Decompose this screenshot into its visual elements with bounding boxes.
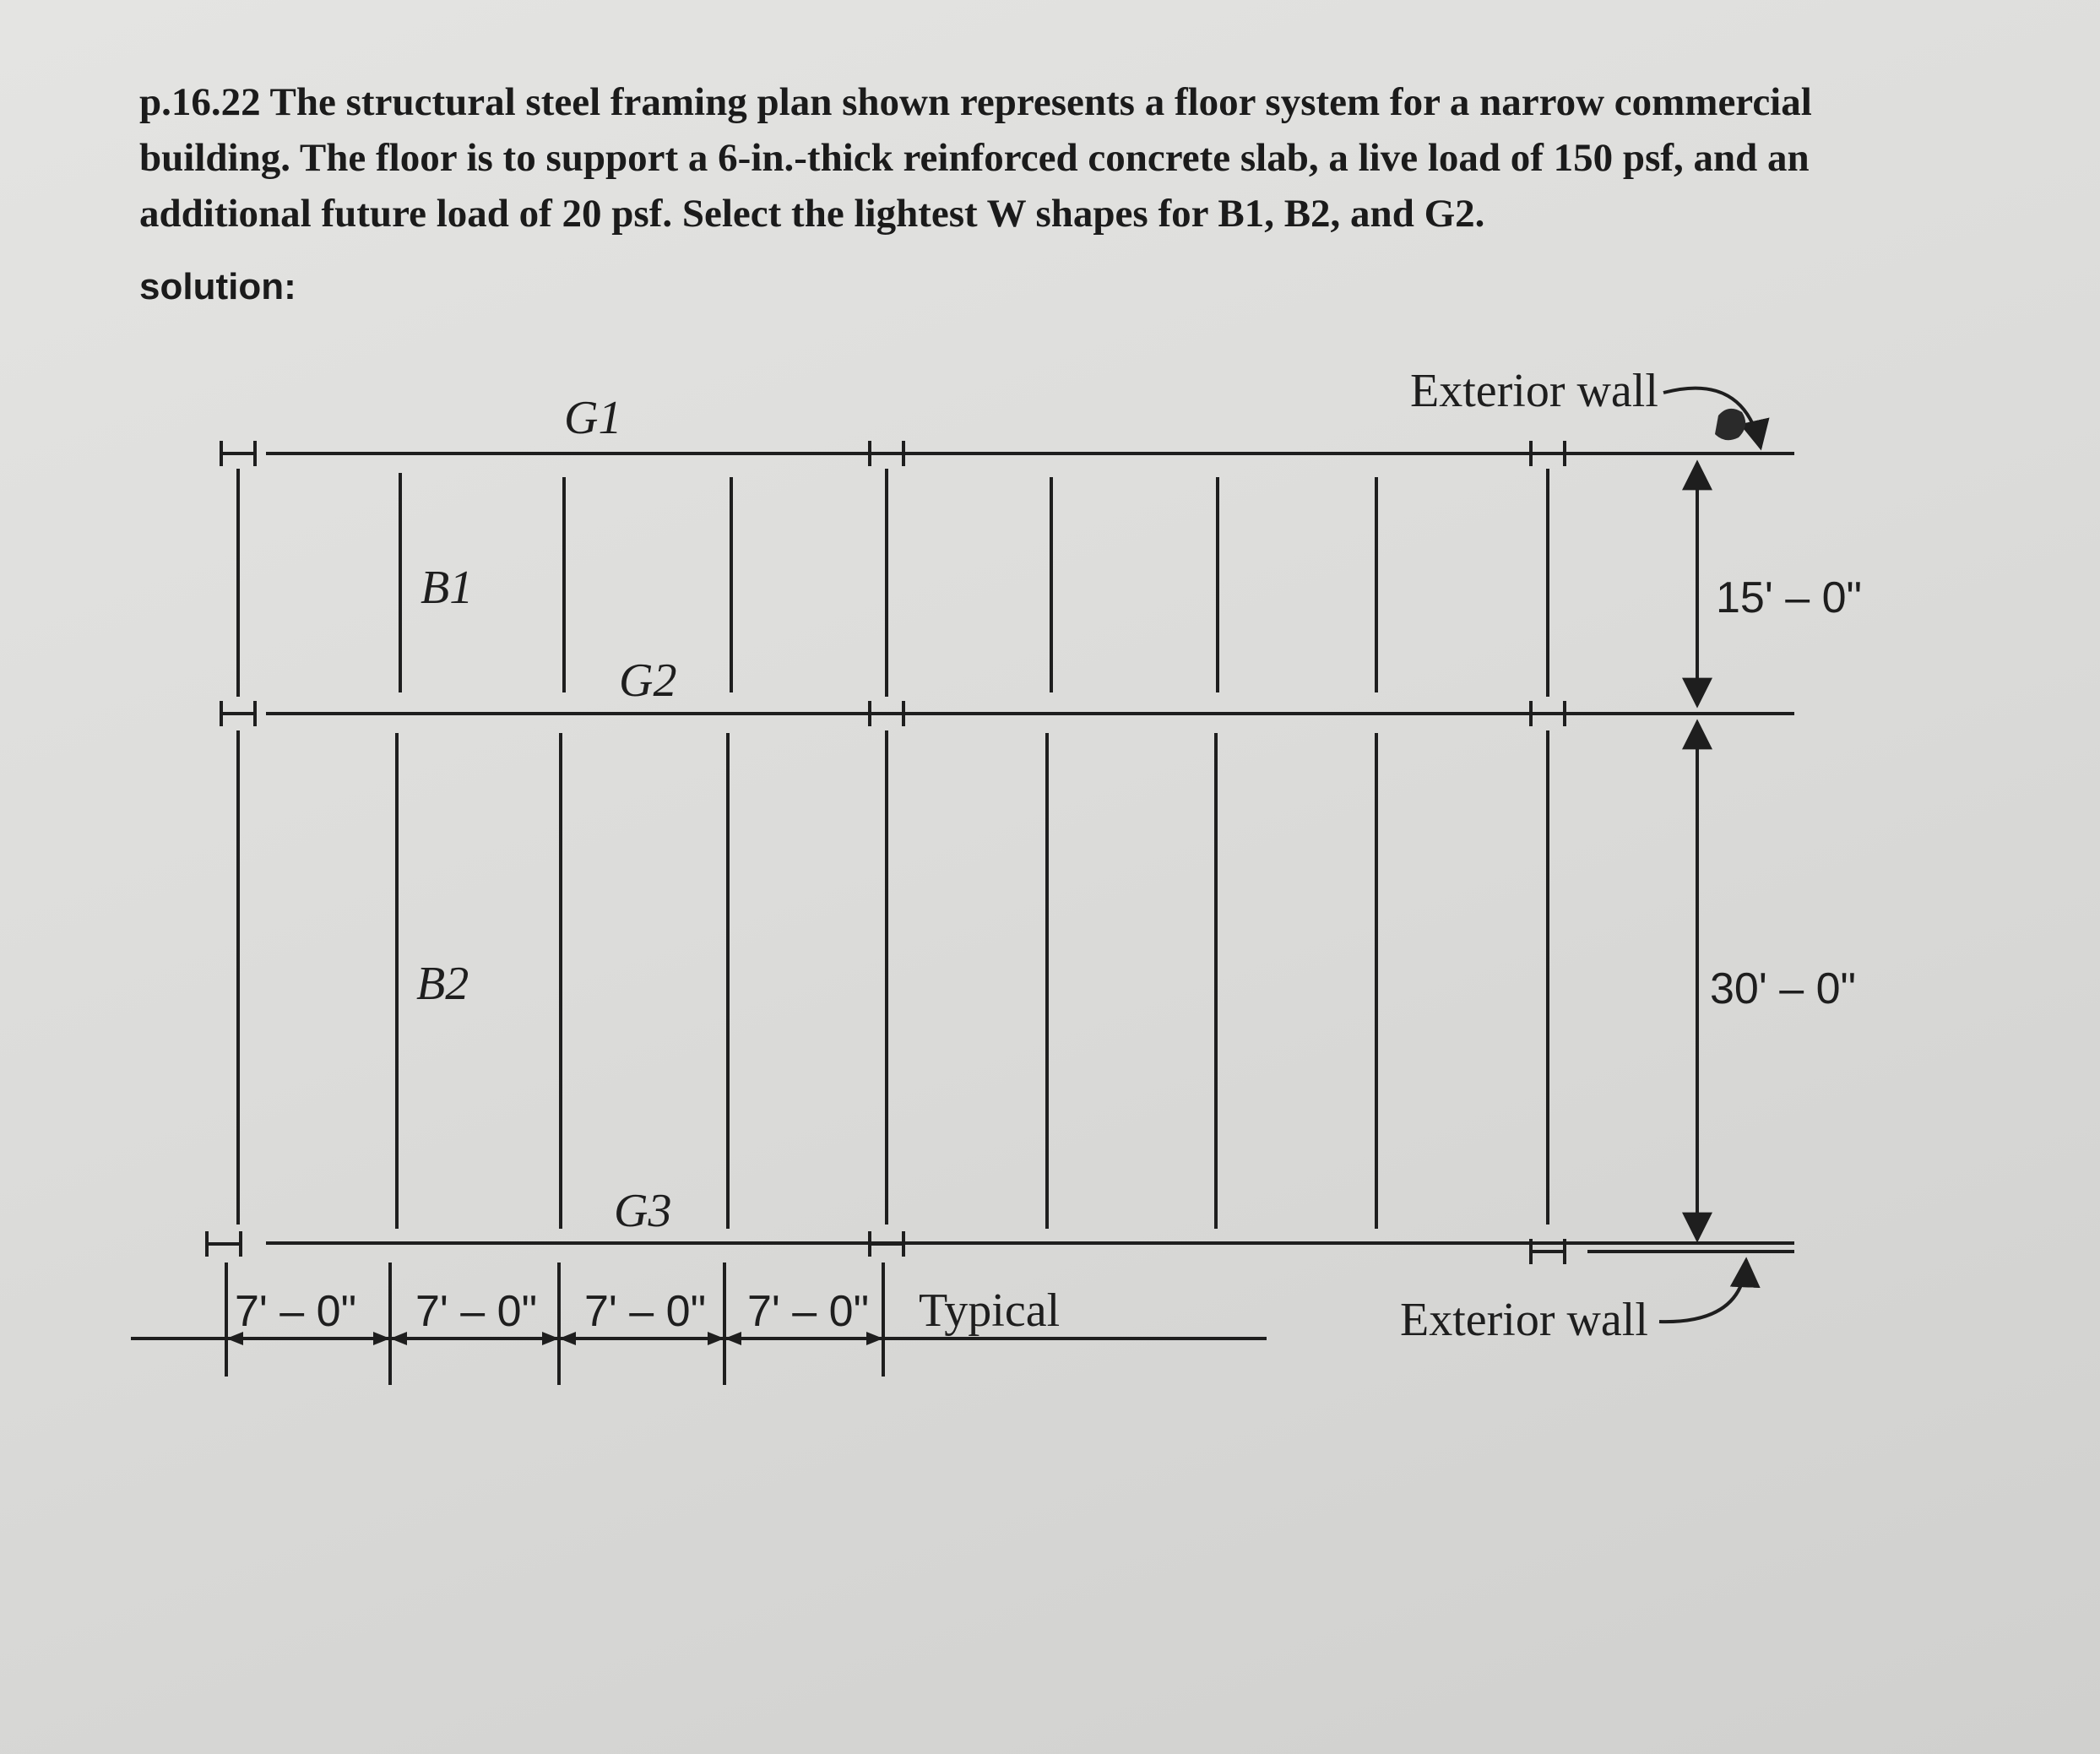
column-icon bbox=[870, 1231, 903, 1257]
column-icon bbox=[221, 441, 255, 466]
solution-label: solution: bbox=[139, 266, 296, 307]
girder-g1-label: G1 bbox=[564, 392, 622, 444]
exterior-wall-bottom-leader-arrow bbox=[1659, 1260, 1746, 1322]
wall-section-hatch-icon bbox=[1715, 409, 1745, 440]
column-icon bbox=[1531, 701, 1565, 726]
column-icon bbox=[870, 701, 903, 726]
beam-spacing-label-3: 7' – 0" bbox=[584, 1287, 707, 1336]
exterior-wall-top-label: Exterior wall bbox=[1410, 365, 1658, 417]
beam-b2-label: B2 bbox=[416, 958, 469, 1010]
girder-g3-label: G3 bbox=[614, 1185, 672, 1237]
dimension-upper-bay-label: 15' – 0" bbox=[1716, 573, 1862, 622]
beam-spacing-label-2: 7' – 0" bbox=[415, 1287, 538, 1336]
column-icon bbox=[870, 441, 903, 466]
exterior-wall-top-leader-arrow bbox=[1663, 388, 1761, 448]
beam-spacing-label-4: 7' – 0" bbox=[747, 1287, 870, 1336]
beam-spacing-label-1: 7' – 0" bbox=[235, 1287, 357, 1336]
exterior-wall-bottom-label: Exterior wall bbox=[1400, 1294, 1648, 1346]
column-icon bbox=[207, 1231, 241, 1257]
column-icon bbox=[221, 701, 255, 726]
problem-number: p.16.22 bbox=[139, 80, 261, 124]
dimension-lower-bay-label: 30' – 0" bbox=[1710, 964, 1856, 1013]
problem-text: The structural steel framing plan shown represents a floor system for a narrow commercial building. The floor is to support a 6-in.-thick reinforced concrete slab, a live load of 150 psf, and an additional future load of 20 psf. Select the lightest W shapes for B1, B2, and G2. bbox=[139, 80, 1812, 236]
beam-b1-label: B1 bbox=[421, 562, 474, 614]
column-icon bbox=[1531, 441, 1565, 466]
girder-g2-label: G2 bbox=[619, 654, 677, 707]
typical-label: Typical bbox=[919, 1284, 1061, 1337]
